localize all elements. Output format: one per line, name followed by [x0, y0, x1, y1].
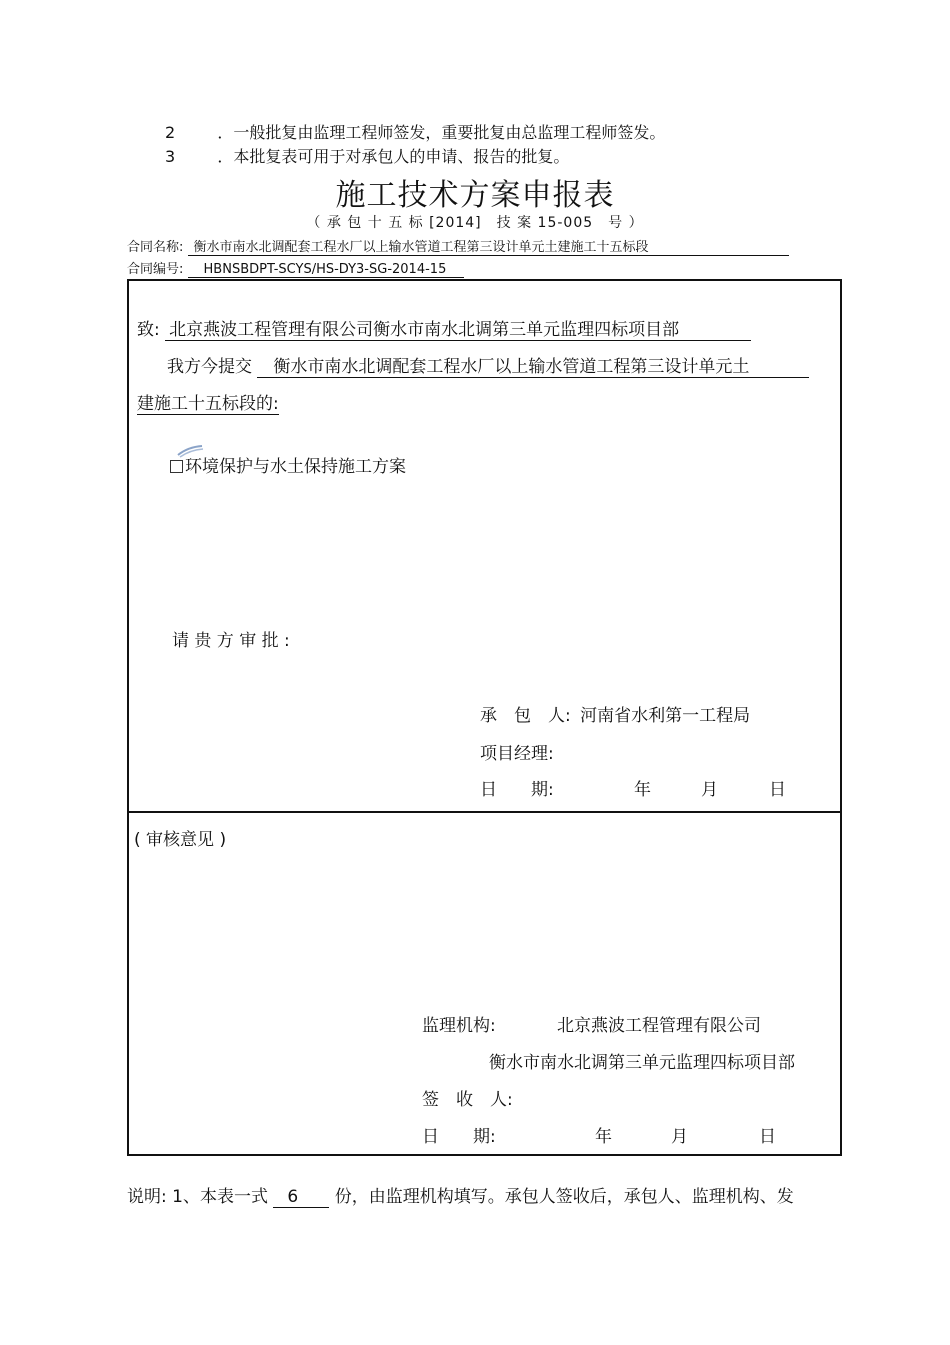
footer-note: 说明: 1、本表一式 6 份，由监理机构填写。承包人签收后，承包人、监理机构、发 — [127, 1187, 794, 1207]
note-3: 3 ．本批复表可用于对承包人的申请、报告的批复。 — [165, 147, 570, 166]
note-2: 2 ．一般批复由监理工程师签发，重要批复由总监理工程师签发。 — [165, 123, 666, 142]
submitted-item: 环境保护与水土保持施工方案 — [170, 452, 406, 477]
review-date-label: 日 期: — [422, 1127, 496, 1147]
review-heading: ( 审核意见 ) — [134, 830, 227, 850]
application-day: 日 — [769, 780, 786, 800]
copies-value: 6 — [273, 1187, 329, 1208]
supervision-org-label: 监理机构: — [422, 1016, 496, 1036]
submit-value-line1: 衡水市南水北调配套工程水厂以上输水管道工程第三设计单元土 — [257, 352, 809, 378]
supervision-org-value: 北京燕波工程管理有限公司 — [557, 1016, 761, 1036]
contractor-row: 承 包 人: 河南省水利第一工程局 — [480, 706, 751, 726]
approval-request: 请 贵 方 审 批 : — [172, 631, 290, 651]
contractor-value: 河南省水利第一工程局 — [580, 706, 751, 726]
receiver-label: 签 收 人: — [422, 1090, 513, 1110]
submit-row: 我方今提交 衡水市南水北调配套工程水厂以上输水管道工程第三设计单元土 — [167, 352, 809, 378]
submit-value-line2: 建施工十五标段的: — [137, 389, 279, 415]
supervision-dept-value: 衡水市南水北调第三单元监理四标项目部 — [489, 1053, 795, 1073]
application-date-label: 日 期: — [480, 780, 554, 800]
application-month: 月 — [701, 780, 718, 800]
review-month: 月 — [671, 1127, 688, 1147]
contract-name-value: 衡水市南水北调配套工程水厂以上输水管道工程第三设计单元土建施工十五标段 — [188, 236, 789, 256]
contract-name-row: 合同名称: 衡水市南水北调配套工程水厂以上输水管道工程第三设计单元土建施工十五标段 — [127, 236, 789, 256]
checkbox[interactable] — [170, 460, 183, 473]
form-number: （ 承 包 十 五 标 [2014] 技 案 15-005 号 ） — [306, 215, 644, 231]
contract-number-row: 合同编号: HBNSBDPT-SCYS/HS-DY3-SG-2014-15 — [127, 258, 464, 278]
project-manager-label: 项目经理: — [480, 744, 554, 764]
review-day: 日 — [759, 1127, 776, 1147]
contract-number-value: HBNSBDPT-SCYS/HS-DY3-SG-2014-15 — [188, 262, 464, 278]
page-title: 施工技术方案申报表 — [335, 178, 615, 213]
check-mark-icon — [176, 445, 204, 459]
recipient-row: 致: 北京燕波工程管理有限公司衡水市南水北调第三单元监理四标项目部 — [137, 315, 751, 341]
recipient-value: 北京燕波工程管理有限公司衡水市南水北调第三单元监理四标项目部 — [165, 315, 751, 341]
application-year: 年 — [634, 780, 651, 800]
review-year: 年 — [595, 1127, 612, 1147]
